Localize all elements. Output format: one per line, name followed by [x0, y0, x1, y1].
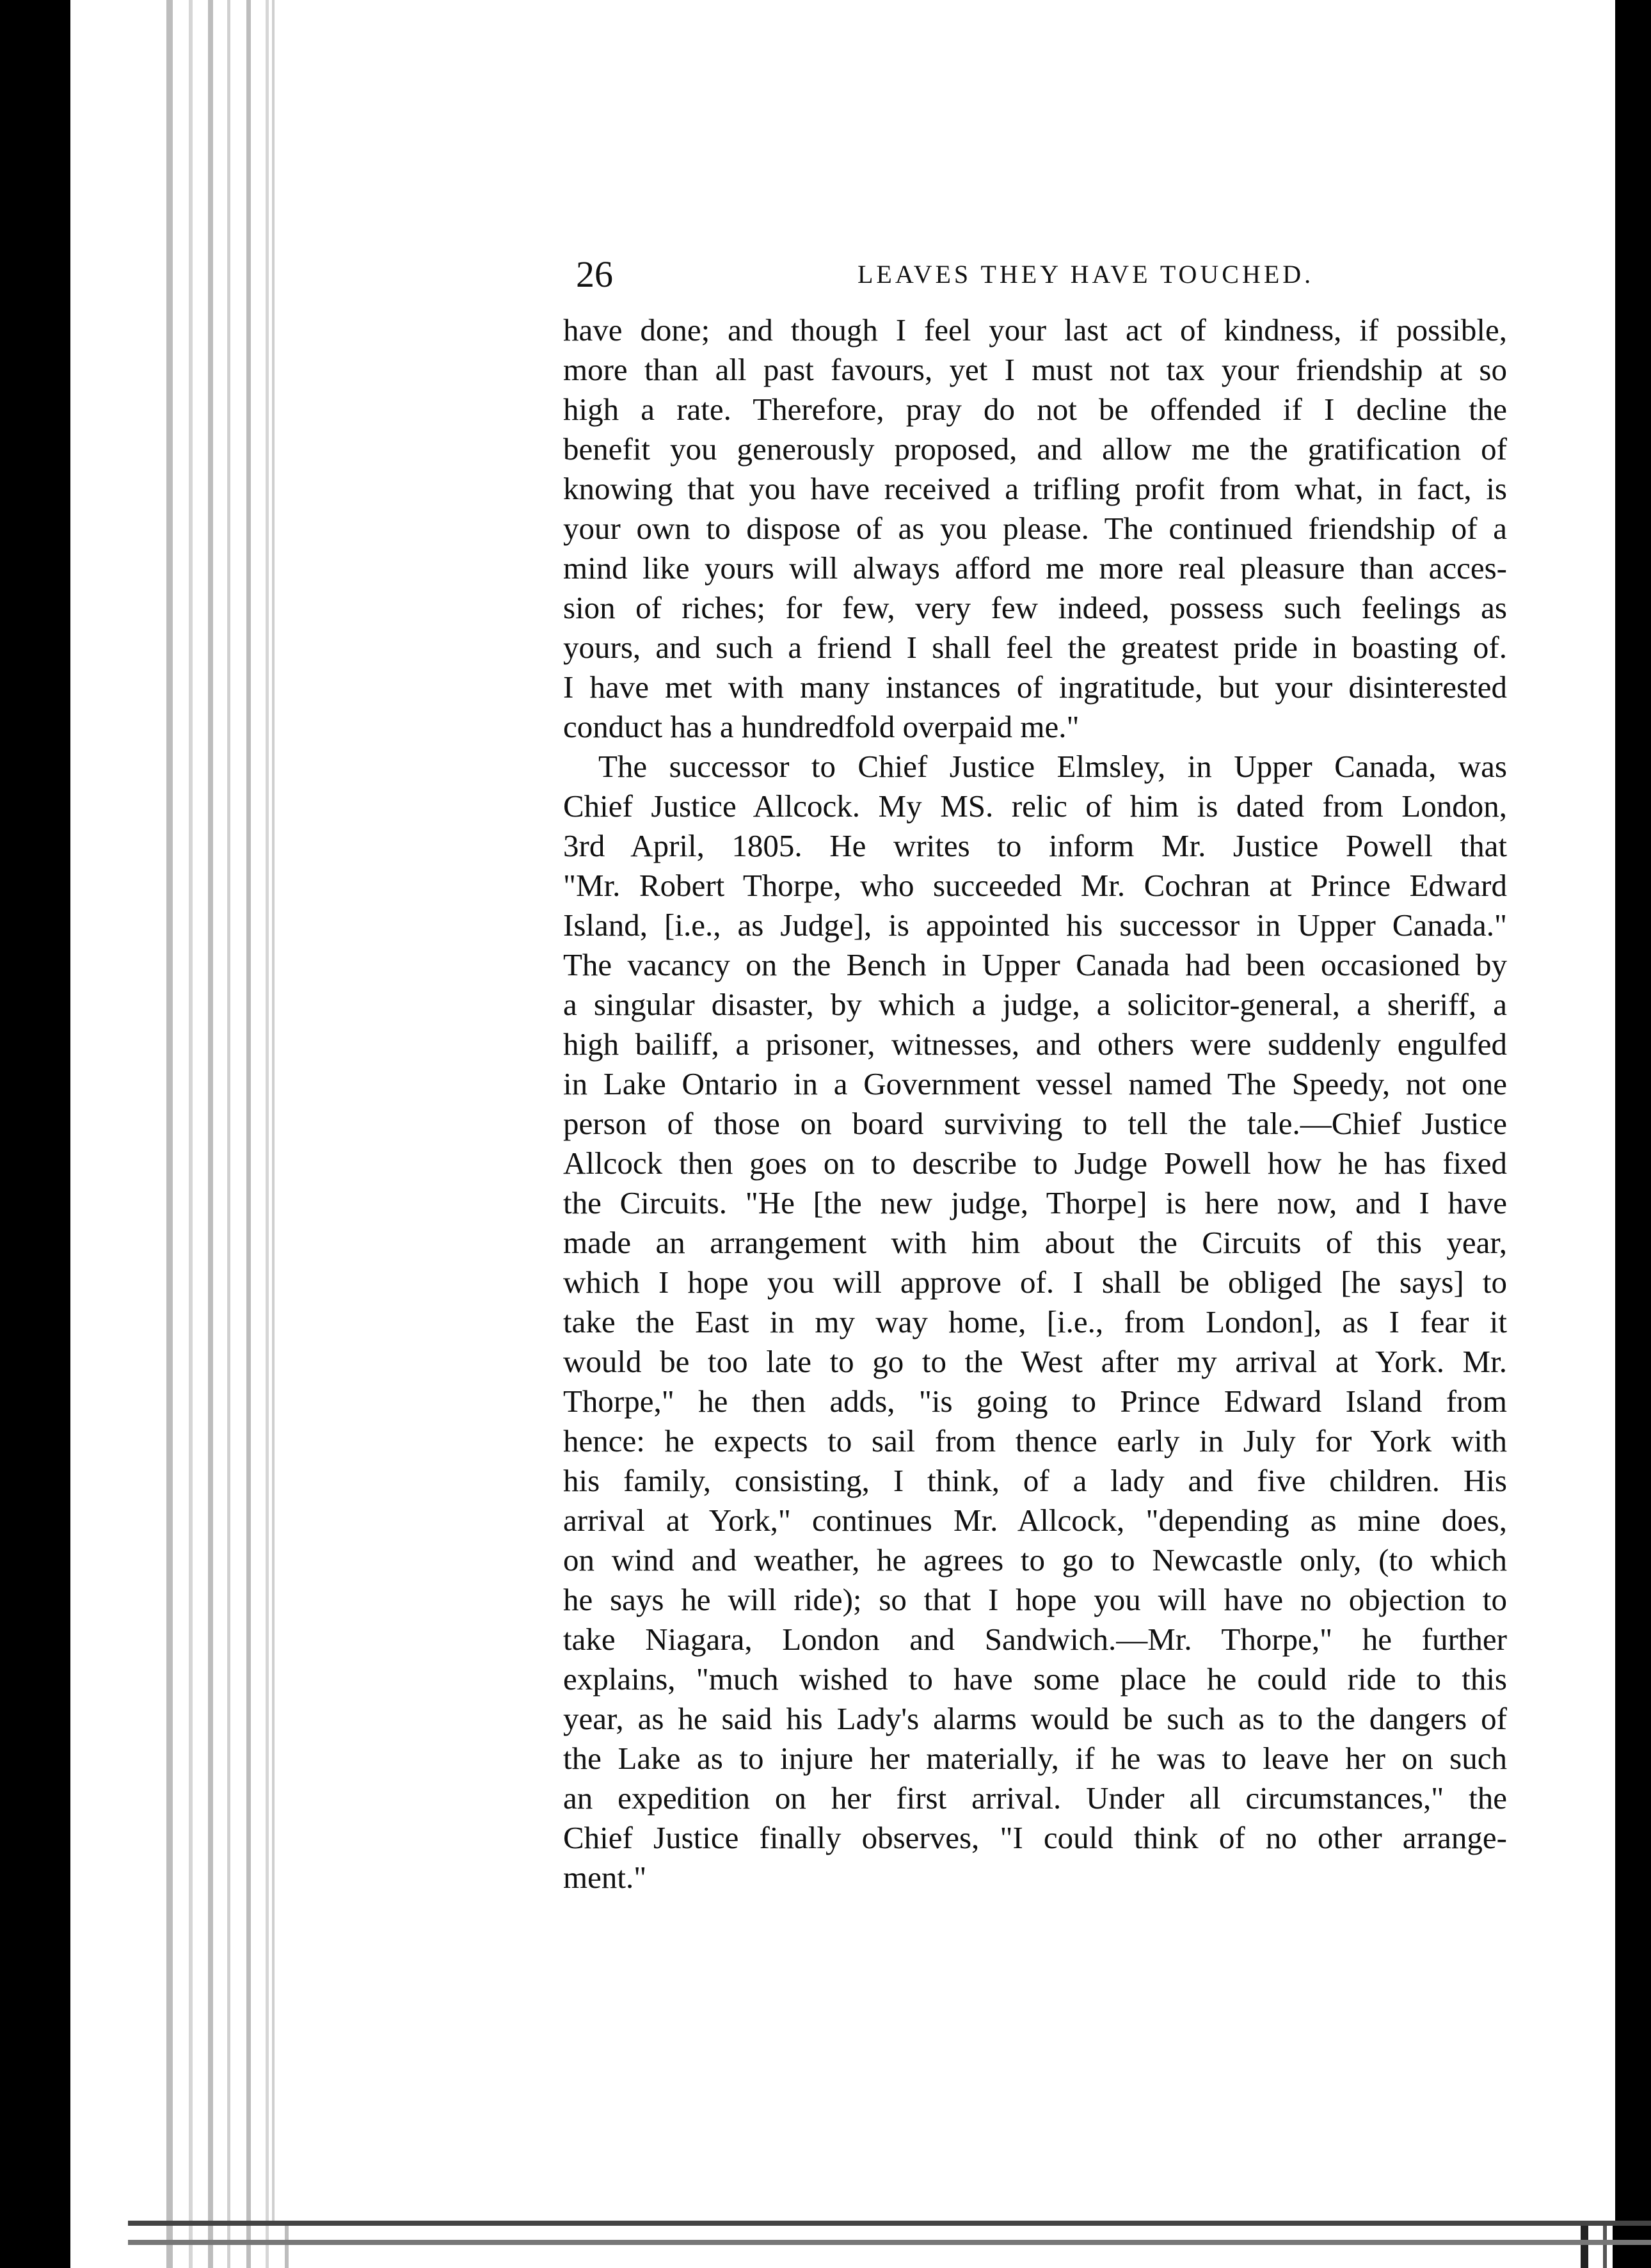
text-line: on wind and weather, he agrees to go to Newcastle only, (to which: [563, 1542, 1507, 1577]
text-line: Allcock then goes on to describe to Judge Powell how he has fixed: [563, 1146, 1507, 1181]
text-line: Chief Justice Allcock. My MS. relic of him is dated from London,: [563, 788, 1507, 824]
running-head: [576, 253, 1536, 298]
text-line: more than all past favours, yet I must not tax your friendship at so: [563, 352, 1507, 387]
text-line: The successor to Chief Justice Elmsley, in Upper Canada, was: [598, 749, 1507, 784]
text-line: I have met with many instances of ingratitude, but your disinterested: [563, 669, 1507, 705]
text-line: the Lake as to injure her materially, if he was to leave her on such: [563, 1741, 1507, 1776]
text-line: an expedition on her first arrival. Under all circumstances," the: [563, 1780, 1507, 1816]
text-line: The vacancy on the Bench in Upper Canada had been occasioned by: [563, 947, 1507, 982]
text-line: year, as he said his Lady's alarms would be such as to the dangers of: [563, 1701, 1507, 1736]
text-line: in Lake Ontario in a Government vessel named The Speedy, not one: [563, 1066, 1507, 1101]
text-line: Island, [i.e., as Judge], is appointed his successor in Upper Canada.": [563, 907, 1507, 943]
page-edge-line: [246, 0, 251, 2268]
text-line: high a rate. Therefore, pray do not be offended if I decline the: [563, 392, 1507, 427]
page-edge-line: [208, 0, 213, 2268]
page-number: 26: [576, 253, 613, 295]
text-line: would be too late to go to the West after my arrival at York. Mr.: [563, 1344, 1507, 1379]
page-bottom-edge: [128, 2221, 1651, 2226]
text-line: Chief Justice finally observes, "I could think of no other arrange-: [563, 1820, 1507, 1855]
text-line: yours, and such a friend I shall feel the greatest pride in boasting of.: [563, 630, 1507, 665]
text-line: the Circuits. "He [the new judge, Thorpe] is here now, and I have: [563, 1185, 1507, 1220]
text-line: mind like yours will always afford me more real pleasure than acces-: [563, 550, 1507, 586]
text-line: explains, "much wished to have some place he could ride to this: [563, 1661, 1507, 1697]
text-line: high bailiff, a prisoner, witnesses, and others were suddenly engulfed: [563, 1026, 1507, 1062]
text-line: a singular disaster, by which a judge, a solicitor-general, a sheriff, a: [563, 987, 1507, 1022]
page-bottom-edge: [128, 2240, 1651, 2245]
page-edge-line: [166, 0, 173, 2268]
body-text: [563, 310, 1507, 1897]
text-line: take the East in my way home, [i.e., from London], as I fear it: [563, 1304, 1507, 1339]
text-line: knowing that you have received a trifling profit from what, in fact, is: [563, 471, 1507, 506]
text-line: made an arrangement with him about the Circuits of this year,: [563, 1225, 1507, 1260]
text-line: 3rd April, 1805. He writes to inform Mr. Justice Powell that: [563, 828, 1507, 863]
text-line: your own to dispose of as you please. The continued friendship of a: [563, 511, 1507, 546]
text-line: his family, consisting, I think, of a lady and five children. His: [563, 1463, 1507, 1498]
text-line: ment.": [563, 1860, 647, 1895]
page-edge-line: [227, 0, 230, 2268]
text-line: he says he will ride); so that I hope you will have no objection to: [563, 1582, 1507, 1617]
page-edge-line: [266, 0, 269, 2268]
page-edge-line: [189, 0, 193, 2268]
text-line: have done; and though I feel your last act of kindness, if possible,: [563, 312, 1507, 347]
text-line: conduct has a hundredfold overpaid me.": [563, 709, 1080, 744]
running-title: LEAVES THEY HAVE TOUCHED.: [857, 260, 1314, 289]
text-line: person of those on board surviving to tell the tale.—Chief Justice: [563, 1106, 1507, 1141]
text-line: which I hope you will approve of. I shall be obliged [he says] to: [563, 1265, 1507, 1300]
text-line: take Niagara, London and Sandwich.—Mr. Thorpe," he further: [563, 1622, 1507, 1657]
text-line: sion of riches; for few, very few indeed, possess such feelings as: [563, 590, 1507, 625]
text-line: hence: he expects to sail from thence early in July for York with: [563, 1423, 1507, 1458]
text-line: benefit you generously proposed, and allow me the gratification of: [563, 431, 1507, 467]
text-line: Thorpe," he then adds, "is going to Prince Edward Island from: [563, 1384, 1507, 1419]
text-line: arrival at York," continues Mr. Allcock, "depending as mine does,: [563, 1503, 1507, 1538]
text-line: "Mr. Robert Thorpe, who succeeded Mr. Cochran at Prince Edward: [563, 868, 1507, 903]
